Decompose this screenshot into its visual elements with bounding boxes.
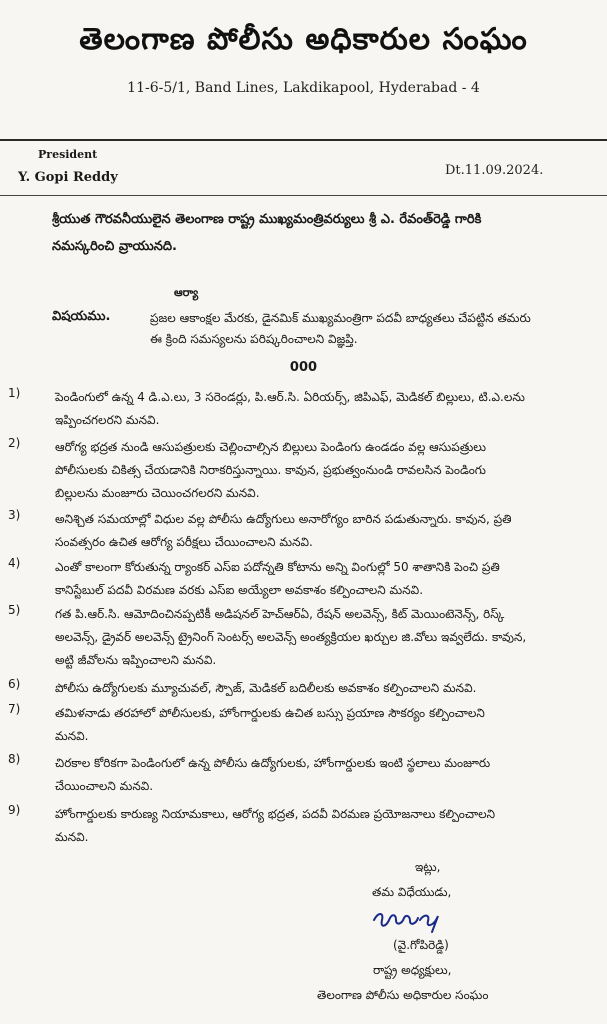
point-line: అలవెన్స్, డ్రైవర్ అలవెన్స్ ట్రైనింగ్ సెంటర్స్ అలవెన్స్ అంత్యక్రియల ఖర్చుల జి.వోలు ఇవ్వలేదు. కావున,: [55, 630, 527, 644]
point-number: 3): [8, 508, 21, 522]
point-line: పెండింగులో ఉన్న 4 డి.ఎ.లు, 3 సరెండర్లు, పి.ఆర్.సి. ఏరియర్స్, జిపిఎఫ్, మెడికల్ బిల్లులు, టి.ఎ.లను: [55, 390, 525, 404]
point-line: మనవి.: [55, 830, 89, 844]
point-line: కానిస్టేబుల్ పదవీ విరమణ వరకు ఎస్ఐ అయ్యేలా అవకాశం కల్పించాలని మనవి.: [55, 583, 424, 597]
subject-label: విషయము.: [52, 309, 111, 324]
closing-yours: తమ విధేయుడు,: [372, 885, 452, 899]
point-line: గత పి.ఆర్.సి. ఆమోదించినప్పటికీ అడిషనల్ హెచ్ఆర్ఏ, రేషన్ అలవెన్స్, కిట్ మెయింటెనెన్స్, రిస్క్: [55, 607, 505, 621]
letterhead-address: 11-6-5/1, Band Lines, Lakdikapool, Hyderabad - 4: [127, 80, 480, 96]
point-line: బిల్లులను మంజూరు చెయించగలరని మనవి.: [55, 486, 260, 500]
closing-organization: తెలంగాణ పోలీసు అధికారుల సంఘం: [317, 988, 489, 1002]
point-line: సంవత్సరం ఉచిత ఆరోగ్య పరీక్షలు చేయించాలని మనవి.: [55, 535, 313, 549]
point-line: చిరకాల కోరికగా పెండింగులో ఉన్న పోలీసు ఉద్యోగులకు, హోంగార్డులకు ఇంటి స్థలాలు మంజూరు: [55, 756, 491, 770]
point-line: చేయించాలని మనవి.: [55, 779, 154, 793]
point-number: 8): [8, 752, 21, 766]
point-line: పోలీసు ఉద్యోగులకు మ్యూచువల్, స్పౌజ్, మెడికల్ బదిలీలకు అవకాశం కల్పించాలని మనవి.: [55, 681, 477, 695]
point-line: తమిళనాడు తరహాలో పోలీసులకు, హోంగార్డులకు ఉచిత బస్సు ప్రయాణ సౌకర్యం కల్పించాలని: [55, 706, 485, 720]
point-line: ఇప్పించగలరని మనవి.: [55, 413, 160, 427]
arya-greeting: ఆర్యా: [174, 286, 199, 299]
closing-designation: రాష్ట్ర అధ్యక్షులు,: [373, 963, 452, 977]
point-line: పోలీసులకు చికిత్స చేయడానికి నిరాకరిస్తున్నాయి. కావున, ప్రభుత్వంనుండి రావలసిన పెండింగు: [55, 463, 486, 477]
point-number: 9): [8, 803, 21, 817]
section-separator: 000: [289, 360, 318, 375]
header-rule-bottom: [0, 195, 607, 196]
salutation-line-2: నమస్కరించి వ్రాయునది.: [52, 239, 177, 254]
president-title: President: [38, 148, 98, 161]
letterhead-title: తెలంగాణ పోలీసు అధికారుల సంఘం: [79, 22, 528, 57]
salutation: [52, 206, 592, 260]
subject-text: [150, 308, 595, 350]
point-number: 6): [8, 677, 21, 691]
point-number: 7): [8, 702, 21, 716]
closing-itlu: ఇట్లు,: [415, 860, 441, 874]
point-line: మనవి.: [55, 729, 89, 743]
point-line: అట్టి జీవోలను ఇప్పించాలని మనవి.: [55, 653, 217, 667]
point-line: ఆరోగ్య భద్రత నుండి ఆసుపత్రులకు చెల్లించాల్సిన బిల్లులు పెండింగు ఉండడం వల్ల ఆసుపత్రులు: [55, 440, 486, 454]
letter-date: Dt.11.09.2024.: [445, 163, 544, 178]
point-line: అనిశ్చిత సమయాల్లో విధుల వల్ల పోలీసు ఉద్యోగులు అనారోగ్యం బారిన పడుతున్నారు. కావున, ప్రతి: [55, 512, 512, 526]
point-number: 4): [8, 556, 21, 570]
point-line: ఎంతో కాలంగా కోరుతున్న ర్యాంకర్ ఎస్ఐ పదోన్నతి కోటాను అన్ని వింగుల్లో 50 శాతానికి పెంచి ప్రతి: [55, 560, 500, 574]
point-line: హోంగార్డులకు కారుణ్య నియామకాలు, ఆరోగ్య భద్రత, పదవీ విరమణ ప్రయోజనాలు కల్పించాలని: [55, 807, 496, 821]
point-number: 2): [8, 436, 21, 450]
salutation-line-1: శ్రీయుత గౌరవనీయులైన తెలంగాణ రాష్ట్ర ముఖ్యమంత్రివర్యులు శ్రీ ఎ. రేవంత్‌రెడ్డి గారికి: [52, 212, 482, 227]
point-number: 5): [8, 603, 21, 617]
subject-line-1: ప్రజల ఆకాంక్షల మేరకు, డైనమిక్ ముఖ్యమంత్రిగా పదవీ బాధ్యతలు చేపట్టిన తమరు: [150, 311, 531, 325]
signature-image: [370, 906, 460, 936]
closing-name: (వై.గోపిరెడ్డి): [393, 938, 449, 952]
subject-line-2: ఈ క్రింది సమస్యలను పరిష్కరించాలని విజ్ఞప్తి.: [150, 332, 358, 346]
header-rule-top: [0, 139, 607, 141]
point-number: 1): [8, 386, 21, 400]
president-name: Y. Gopi Reddy: [18, 170, 118, 185]
